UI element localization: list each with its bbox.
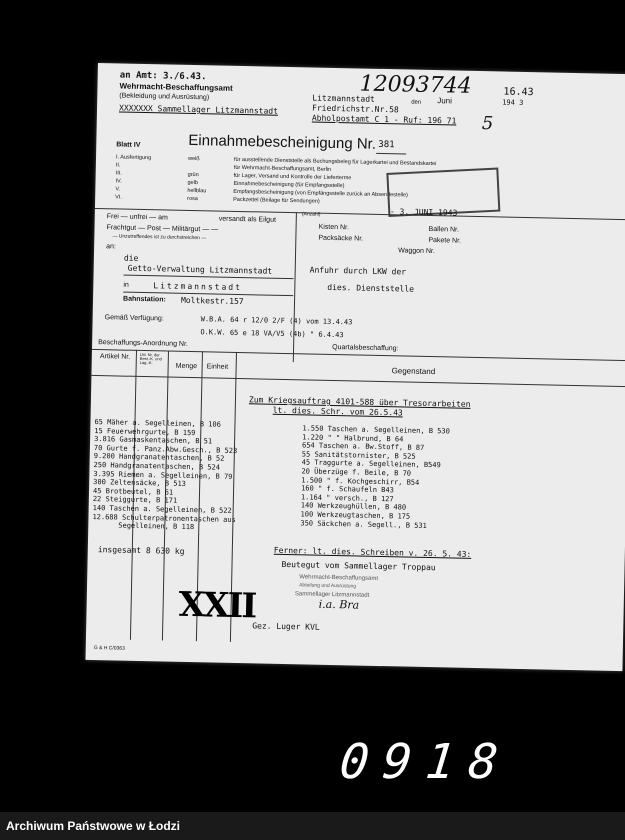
left-item: 250 Handgranatentaschen, B 524 [93, 460, 221, 472]
unzutreffend-note: — Unzutreffendes ist zu durchstreichen — [112, 233, 207, 242]
gemaess-label: Gemäß Verfügung: [104, 314, 164, 323]
copy-description: für ausstellende Dienststelle als Buchungsbeleg für Lagerkartei und Bestandskartei [233, 156, 437, 168]
archive-footer [0, 812, 625, 840]
stamp-line-3: Sammellager Litzmannstadt [294, 591, 370, 599]
col-gegenstand: Gegenstand [391, 366, 436, 377]
xxi-mark: XXII [178, 584, 256, 627]
col-lfd: Lfd. Nr. der Best.-K. und Lag.-K. [139, 351, 162, 366]
intro-line-2: lt. dies. Schr. vom 26.5.43 [272, 405, 403, 418]
right-item: 1.220 " " Halbrund, B 64 [302, 432, 404, 444]
anzahl-label: (Anzahl) [301, 211, 321, 218]
right-item: 1.164 " versch., B 127 [300, 493, 394, 504]
right-item: 350 Säckchen a. Segell., B 531 [300, 518, 427, 530]
packsaecke-label: Packsäcke Nr. [318, 234, 364, 243]
right-item: 654 Taschen a. Bw.Stoff, B 87 [301, 441, 425, 453]
copy-color: grün [187, 171, 199, 179]
blatt-label: Blatt IV [116, 141, 141, 149]
bahnstation-label: Bahnstation: [122, 295, 166, 304]
copy-color: weiß [187, 155, 200, 163]
copy-color: hellblau [187, 187, 207, 195]
gez-line: Gez. Luger KVL [252, 621, 320, 632]
copy-number: V. [115, 186, 121, 193]
left-item: 140 Taschen a. Segelleinen, B 522 [92, 503, 232, 515]
order-line-2: O.K.W. 65 e 18 VA/V5 (4b) " 6.4.43 [200, 328, 344, 340]
stamp-line-2: Abteilung und Ausrüstung [299, 582, 357, 590]
left-item: 9.200 Handgranatentaschen, B 52 [93, 452, 225, 464]
right-item: 100 Werkzeugtaschen, B 175 [300, 510, 411, 521]
copy-number: III. [115, 170, 122, 177]
left-item: 65 Mäher a. Segelleinen, B 106 [94, 418, 221, 429]
handwritten-five: 5 [481, 113, 494, 135]
recipient-name: Getto-Verwaltung Litzmannstadt [127, 263, 273, 276]
left-item: 22 Steiggurte, B 171 [92, 495, 178, 506]
recipient-city: Litzmannstadt [153, 281, 243, 293]
col-artikel: Artikel Nr. [99, 353, 131, 361]
right-item: 160 " f. Schaufeln B43 [301, 484, 394, 495]
beutegut-line: Beutegut vom Sammellager Troppau [281, 559, 436, 573]
ferner-line: Ferner: lt. dies. Schreiben v. 26. 5. 43: [273, 545, 472, 559]
left-item: 12.688 Schulterpatronentaschen aus [92, 512, 236, 524]
order-line-1: W.B.A. 64 r 12/0 2/F (4) vom 13.4.43 [200, 315, 353, 327]
col-menge: Menge [175, 362, 198, 371]
form-number: 381 [378, 139, 395, 151]
right-item: 45 Traggurte a. Segelleinen, B549 [301, 458, 441, 470]
office-sub: (Bekleidung und Ausrüstung) [119, 92, 210, 102]
left-item: 70 Gurte f. Panz.Abw.Gesch., B 523 [93, 443, 238, 455]
in-label: in [123, 281, 129, 289]
right-item: 1.550 Taschen a. Segelleinen, B 530 [302, 424, 450, 436]
waggon-label: Waggon Nr. [398, 247, 435, 256]
bahnstation-value: Moltkestr.157 [180, 295, 244, 307]
date-right: 16.43 [503, 86, 534, 99]
right-item: 1.500 " f. Kochgeschirr, B54 [301, 475, 420, 487]
ballen-label: Ballen Nr. [428, 225, 460, 234]
right-item: 55 Sanitätstornister, B 525 [301, 450, 416, 461]
copy-number: VI. [115, 194, 122, 201]
copy-description: Packzettel (Beilage für Sendungen) [233, 196, 320, 205]
an-label: an: [106, 243, 116, 251]
versandt-label: versandt als Eilgut [218, 215, 277, 224]
form-code: G & H C/0363 [93, 645, 125, 652]
copy-number: II. [115, 162, 121, 169]
form-title: Einnahmebescheinigung Nr. [188, 131, 377, 153]
fracht-line: Frachtgut — Post — Militärgut — — [106, 224, 219, 234]
copy-number: I. Ausfertigung [115, 154, 152, 162]
copy-number: IV. [115, 178, 122, 185]
year: 194 3 [502, 98, 524, 107]
month: Juni [437, 96, 453, 106]
post-line: Abholpostamt C 1 - Ruf: 196 71 [311, 113, 457, 126]
left-item: 3.395 Riemen a. Segelleinen, B 79 [93, 469, 233, 481]
intro-line-1: Zum Kriegsauftrag 4101-588 über Tresorarbeiten [248, 395, 471, 409]
kisten-label: Kisten Nr. [318, 223, 350, 232]
col-einheit: Einheit [206, 363, 229, 371]
signature: i.a. Bra [318, 597, 360, 612]
street: Friedrichstr.Nr.58 [312, 103, 399, 115]
archive-name: Archiwum Państwowe w Łodzi [6, 819, 181, 833]
insgesamt-line: insgesamt 8 630 kg [97, 545, 185, 556]
copy-description: für Lager, Versand und Kontrolle der Lieferterme [233, 172, 352, 182]
anfuhr-line-2: dies. Dienststelle [327, 282, 415, 294]
copy-color: rosa [187, 195, 198, 203]
left-item: 45 Brotbeutel, B 61 [92, 486, 174, 497]
right-item: 140 Werkzeughüllen, B 480 [300, 501, 407, 512]
stamp-date: - 3. JUNI 1943 [389, 207, 458, 218]
document-sheet [85, 63, 625, 671]
left-item: 3.816 Gasmaskentaschen, B 51 [94, 435, 213, 446]
left-item: Segelleinen, B 118 [118, 521, 195, 532]
beschaffung-label: Beschaffungs-Anordnung Nr. [98, 339, 188, 348]
city-line: Litzmannstadt [312, 93, 376, 104]
den-label: den [411, 99, 422, 106]
copy-description: für Wehrmacht-Beschaffungsamt, Berlin [233, 164, 332, 173]
copy-color: gelb [187, 179, 198, 187]
frame-counter: 0918 [337, 734, 515, 790]
left-item: 300 Zeltensäcke, B 513 [93, 478, 187, 489]
right-item: 20 Überzüge f. Beile, B 70 [301, 467, 412, 478]
stamp-line-1: Wehrmacht-Beschaffungsamt [299, 574, 379, 582]
anfuhr-line: Anfuhr durch LKW der [309, 265, 407, 277]
amt-line: an Amt: 3./6.43. [119, 70, 207, 83]
die-label: die [123, 253, 139, 263]
copy-description: Einnahmebescheinigung (für Empfangsstelle) [233, 180, 345, 190]
copy-description: Empfangsbescheinigung (von Empfängsstelle zurück an Absendestelle) [233, 188, 408, 199]
frei-line: Frei — unfrei — am [106, 213, 168, 222]
left-item: 15 Feuerwehrgurte, B 159 [94, 426, 196, 437]
quartal-label: Quartalsbeschaffung: [332, 343, 399, 353]
handwritten-number: 12093744 [359, 71, 472, 99]
pakete-label: Pakete Nr. [428, 236, 462, 245]
office-name: Wehrmacht-Beschaffungsamt [119, 81, 233, 93]
sender-line: XXXXXXX Sammellager Litzmannstadt [118, 103, 279, 116]
